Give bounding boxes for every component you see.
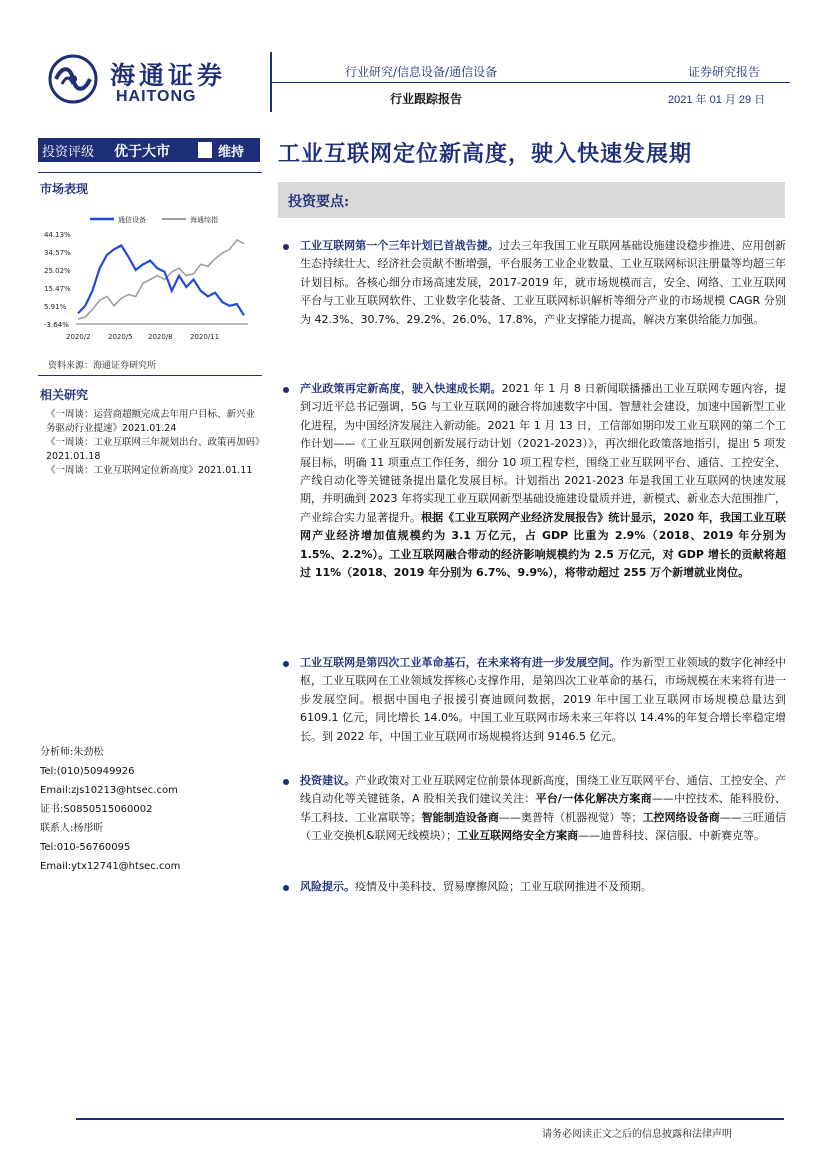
footer-disclaimer[interactable]: 请务必阅读正文之后的信息披露和法律声明 <box>542 1129 732 1140</box>
bullet-3 <box>283 654 786 746</box>
bullet-dot-icon <box>283 244 289 250</box>
report-date: 2021 年 01 月 29 日 <box>668 94 766 106</box>
sector-smart-mfg-stocks: ——奥普特（机器视觉）等； <box>498 810 643 824</box>
header-line <box>270 82 790 83</box>
x-tick-label: 2020/11 <box>190 333 220 341</box>
related-item[interactable]: 《一周谈：工业互联网定位新高度》2021.01.11 <box>46 465 253 476</box>
report-type: 行业跟踪报告 <box>390 92 463 106</box>
bullet-lead: 工业互联网是第四次工业革命基石，在未来将有进一步发展空间。 <box>300 656 621 669</box>
bullet-text: 过去三年我国工业互联网基础设施建设稳步推进、应用创新生态持续壮大、经济社会贡献不断增强，平台服务工业企业数量、工业互联网标识注册量等均超三年计划目标。各核心细分市场高速发展，2017-2019 年，就市场规模而言，安全、网络、工业互联网平台与工业互联网软件、工业数字化装备、工业互联网标识解析等细分产业的市场规模 CAGR 分别为 42.3%、30.7%、29.2%、26.0%、17.8%，产业支撑能力提高，解决方案供给能力加强。 <box>300 239 787 326</box>
bullet-text: 产业政策对工业互联网定位前景体现新高度，围绕工业互联网平台、通信、工控安全、产线自动化等关键链条，A 股相关我们建议关注： <box>300 774 786 806</box>
y-tick-label: 5.91% <box>44 303 67 312</box>
analyst-cert: 证书:S0850515060002 <box>40 804 153 815</box>
page-title: 工业互联网定位新高度，驶入快速发展期 <box>278 141 693 167</box>
bullet-lead: 产业政策再定新高度，驶入快速成长期。 <box>300 382 502 395</box>
report-label: 证券研究报告 <box>688 65 761 79</box>
sidebar-divider-2 <box>38 375 262 376</box>
market-chart <box>38 208 253 348</box>
logo-cn: 海通证券 <box>110 61 227 90</box>
invest-heading-box <box>278 182 785 218</box>
bullet-dot-icon <box>283 387 289 393</box>
sector-ics-network-stocks: ——三旺通信（工业交换机&联网无线模块）； <box>300 810 787 843</box>
bullet-5 <box>283 878 786 896</box>
sector-platform: 平台/一体化解决方案商 <box>535 792 652 806</box>
report-category: 行业研究/信息设备/通信设备 <box>345 65 498 79</box>
related-item[interactable]: 《一周谈：工业互联网三年规划出台、政策再加码》2021.01.18 <box>46 437 260 462</box>
invest-heading: 投资要点: <box>288 194 350 210</box>
x-tick-label: 2020/2 <box>66 333 91 341</box>
bullet-1 <box>283 237 786 329</box>
bullet-lead: 投资建议。 <box>300 774 356 787</box>
series-line-index <box>78 240 244 319</box>
bullet-text: 2021 年 1 月 8 日新闻联播播出工业互联网专题内容，提到习近平总书记强调，5G 与工业互联网的融合将加速数字中国、智慧社会建设，加速中国新型工业化进程，为中国经济发展注入新动能。2021 年 1 月 13 日，工信部如期印发工业互联网的第二个工作计划——《工业互联网创新发展行动计划（2021-2023）》，再次细化政策落地指引，提出 5 项发展目标，明确 11 项重点工作任务，细分 10 项工程专栏，围绕工业互联网平台、通信、工控安全、产线自动化等关键链条提出量化发展目标。计划指出 2021-2023 年是我国工业互联网的快速发展期，并明确到 2023 年将实现工业互联网新型基础设施建设量质并进，新模式、新业态大范围推广，产业综合实力显著提升。 <box>300 382 786 524</box>
bullet-dot-icon <box>283 779 289 785</box>
y-tick-label: 44.13% <box>44 231 71 239</box>
footer-line <box>76 1118 784 1120</box>
analyst-tel: Tel:(010)50949926 <box>40 766 135 777</box>
market-heading: 市场表现 <box>40 182 89 196</box>
bullet-lead: 工业互联网第一个三年计划已首战告捷。 <box>300 239 499 252</box>
rating-label: 投资评级 <box>42 145 95 160</box>
y-tick-label: 34.57% <box>44 249 71 258</box>
related-item[interactable]: 《一周谈：运营商超额完成去年用户目标、新兴业务驱动行业提速》2021.01.24 <box>46 409 256 434</box>
bullet-text: 作为新型工业领域的数字化神经中枢，工业互联网在工业领域发挥核心支撑作用，是第四次工业革命的基石，市场规模在未来将有进一步发展空间。根据中国电子报援引赛迪顾问数据，2019 年中国工业互联网市场规模总量达到 6109.1 亿元，同比增长 14.0%。中国工业互联网市场未来三年将以 14.4%的年复合增长率稳定增长。到 2022 年，中国工业互联网市场规模将达到 9146.5 亿元。 <box>300 656 787 743</box>
sector-security: 工业互联网络安全方案商 <box>457 829 579 843</box>
sector-platform-stocks: ——中控技术、能科股份、华工科技、工业富联等； <box>300 792 786 824</box>
y-tick-label: 15.47% <box>44 284 71 293</box>
legend-telecom: 通信设备 <box>118 216 146 224</box>
rating-status: 维持 <box>218 145 245 160</box>
bullet-2 <box>283 380 786 582</box>
legend-index: 海通综指 <box>190 216 218 224</box>
x-tick-label: 2020/8 <box>148 333 173 341</box>
bullet-lead: 风险提示。 <box>300 880 355 893</box>
sector-ics-network: 工控网络设备商 <box>642 810 720 824</box>
x-tick-label: 2020/5 <box>108 333 133 341</box>
contact-name: 联系人:杨彤昕 <box>40 823 104 834</box>
contact-email[interactable]: Email:ytx12741@htsec.com <box>40 861 181 872</box>
sector-security-stocks: ——迪普科技、深信服、中新赛克等。 <box>578 829 766 843</box>
y-tick-label: -3.64% <box>44 321 69 329</box>
sector-smart-mfg: 智能制造设备商 <box>421 810 499 824</box>
bullet-text: 疫情及中美科技、贸易摩擦风险；工业互联网推进不及预期。 <box>355 880 652 893</box>
related-list <box>46 408 260 478</box>
analyst-info <box>40 743 180 876</box>
bullet-dot-icon <box>283 885 289 891</box>
logo-en: HAITONG <box>116 88 197 105</box>
rating-value: 优于大市 <box>114 144 170 160</box>
haitong-logo-icon <box>48 54 98 104</box>
sidebar-divider <box>38 172 262 173</box>
bullet-4 <box>283 772 786 846</box>
chart-source: 资料来源：海通证券研究所 <box>48 361 157 371</box>
contact-tel: Tel:010-56760095 <box>40 842 131 853</box>
rating-bar <box>38 138 260 162</box>
bullet-bold-text: 根据《工业互联网产业经济发展报告》统计显示，2020 年，我国工业互联网产业经济增加值规模约为 3.1 万亿元，占 GDP 比重为 2.9%（2018、2019 年分别为 1.5%、2.2%）。工业互联网融合带动的经济影响规模约为 2.5 万亿元，对 GDP 增长的贡献将超过 11%（2018、2019 年分别为 6.7%、9.9%），将带动超过 255 万个新增就业岗位。 <box>300 510 786 580</box>
analyst-name: 分析师:朱劲松 <box>40 747 104 758</box>
analyst-email[interactable]: Email:zjs10213@htsec.com <box>40 785 178 796</box>
related-heading: 相关研究 <box>40 388 89 402</box>
bullet-dot-icon <box>283 661 289 667</box>
y-tick-label: 25.02% <box>44 267 71 276</box>
